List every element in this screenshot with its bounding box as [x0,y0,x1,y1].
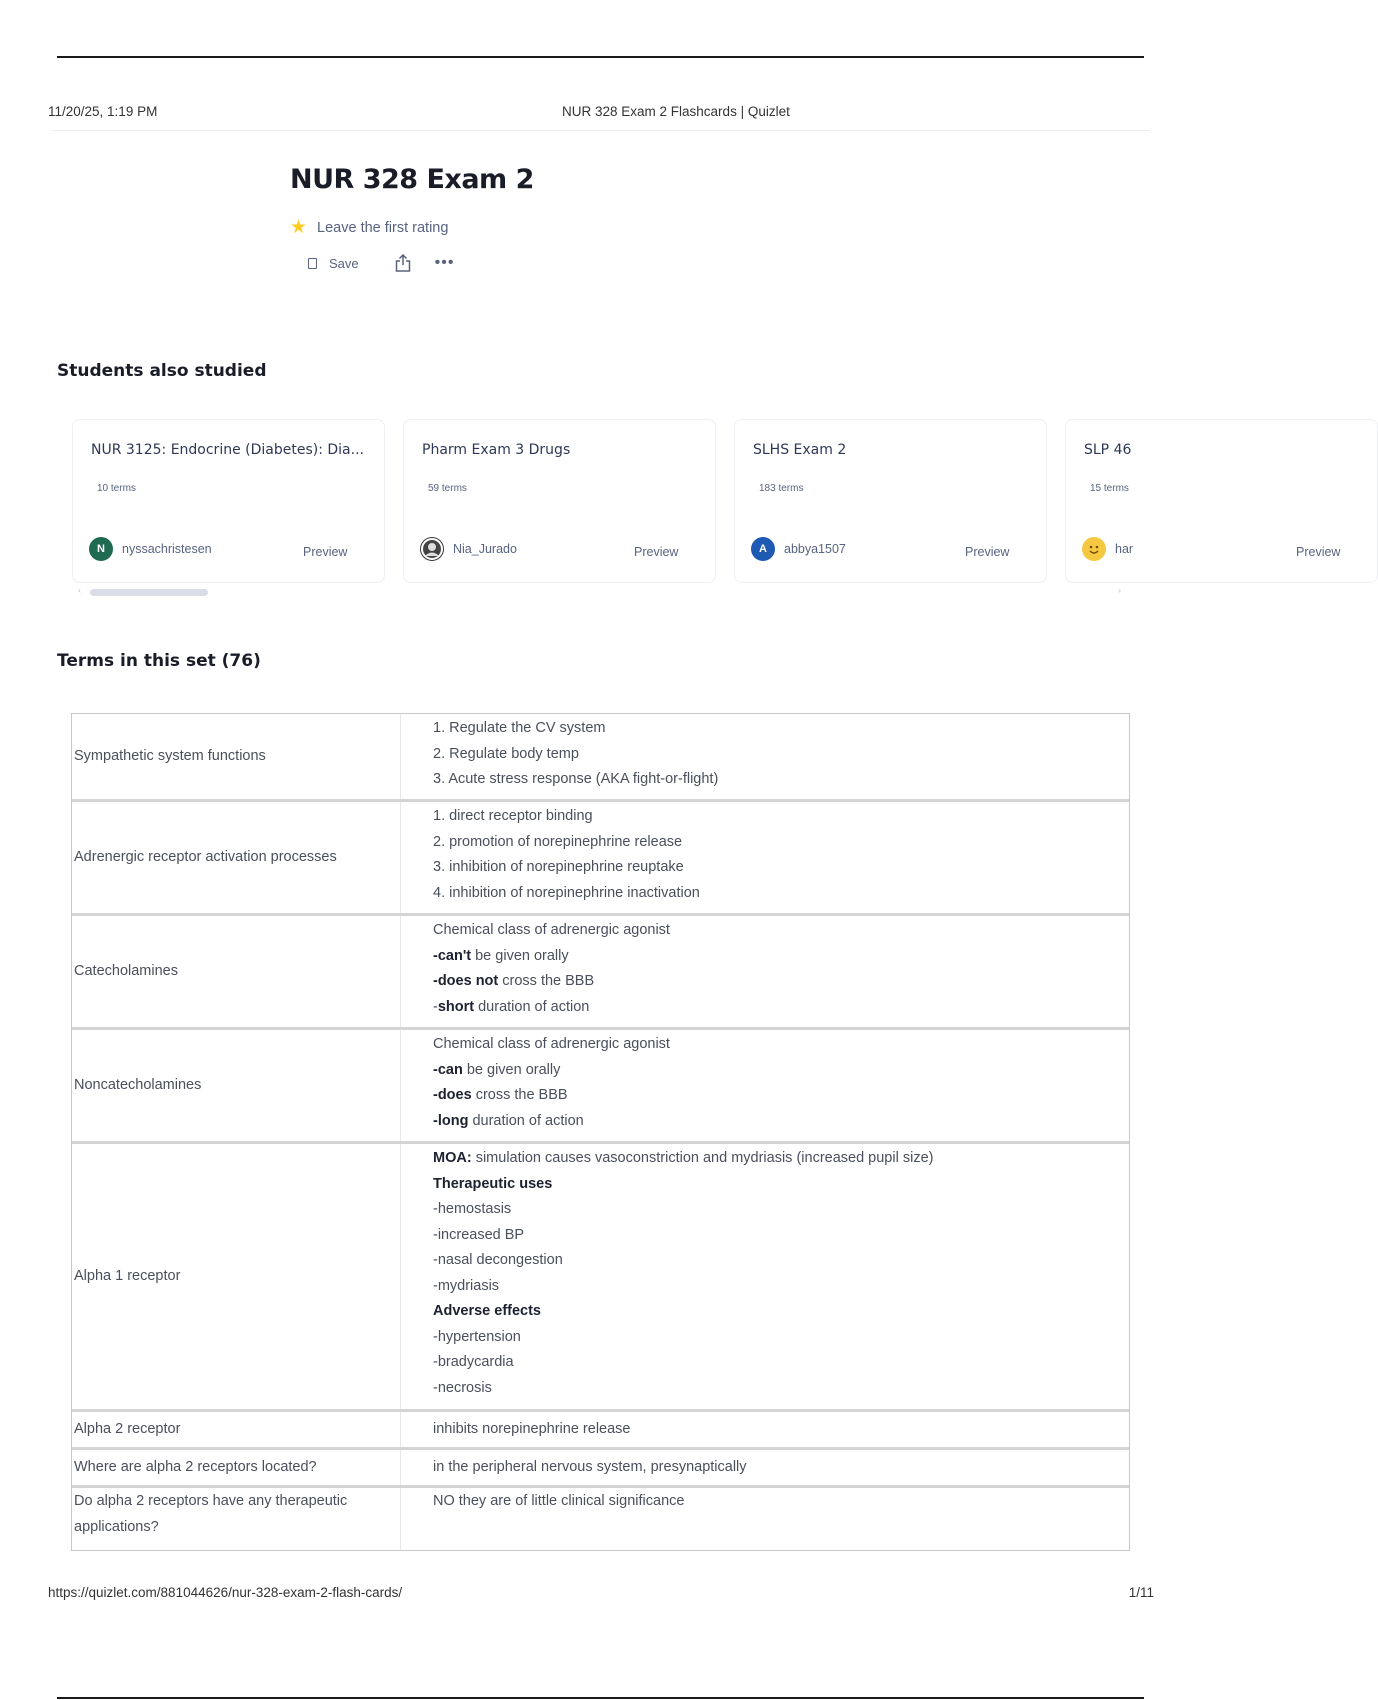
term-text: Noncatecholamines [72,1030,401,1141]
term-text: Do alpha 2 receptors have any therapeutic applications? [72,1488,401,1550]
card-username[interactable]: har [1115,542,1134,556]
set-header [290,164,534,271]
definition-line: MOA: simulation causes vasoconstriction and mydriasis (increased pupil size) [433,1150,934,1166]
card-term-count: 59 terms [428,483,467,494]
term-text: Catecholamines [72,916,401,1027]
definition-line: 3. Acute stress response (AKA fight-or-flight) [433,771,719,787]
preview-button[interactable]: Preview [1296,545,1341,559]
table-row [72,802,1129,916]
study-set-card[interactable] [72,419,385,583]
preview-button[interactable]: Preview [634,545,679,559]
definition-line: -long duration of action [433,1112,584,1129]
preview-button[interactable]: Preview [965,545,1010,559]
table-row [72,1030,1129,1144]
star-icon: ★ [290,217,308,238]
term-text: Alpha 2 receptor [72,1412,401,1447]
save-button[interactable]: Save [329,255,359,271]
share-icon[interactable] [395,254,411,272]
study-set-card[interactable] [1065,419,1378,583]
carousel-scrollbar[interactable] [90,589,208,596]
definition-line: -hypertension [433,1328,521,1345]
definition-line: 4. inhibition of norepinephrine inactivation [433,884,700,901]
definition-line: -mydriasis [433,1277,500,1294]
definition [401,1488,1129,1550]
avatar: A [751,537,775,561]
students-also-studied-carousel [72,419,1341,585]
set-actions [308,254,454,272]
definition-line: Adverse effects [433,1303,541,1319]
page-bottom-rule [57,1697,1144,1699]
user-photo-icon [422,539,442,559]
term-text: Sympathetic system functions [72,714,401,799]
definition-line: NO they are of little clinical significance [433,1493,685,1509]
more-options-icon[interactable]: ••• [434,254,455,271]
term-text: Adrenergic receptor activation processes [72,802,401,913]
table-row [72,714,1129,802]
rating-button[interactable] [290,216,448,239]
card-username[interactable]: nyssachristesen [122,542,212,556]
definition-line: Therapeutic uses [433,1175,553,1192]
table-row [72,1144,1129,1412]
avatar: N [89,537,113,561]
definition-line: 1. direct receptor binding [433,808,593,824]
page-top-rule [57,56,1144,58]
students-also-studied-heading: Students also studied [57,361,267,381]
avatar [1082,537,1106,561]
scroll-left-icon[interactable]: ‹ [78,585,81,595]
print-header-divider [52,130,1150,131]
terms-table [71,713,1130,1551]
definition-line: -hemostasis [433,1201,512,1217]
card-title: NUR 3125: Endocrine (Diabetes): Dia... [91,442,364,458]
definition-line: -increased BP [433,1226,525,1243]
card-term-count: 10 terms [97,483,136,494]
definition-line: -bradycardia [433,1354,514,1370]
definition-line: 3. inhibition of norepinephrine reuptake [433,859,684,875]
definition [401,1412,1129,1447]
card-title: SLP 46 [1084,442,1132,458]
definition [401,1144,1129,1409]
print-header [48,104,1152,124]
definition [401,714,1129,799]
definition [401,802,1129,913]
print-url: https://quizlet.com/881044626/nur-328-exam-2-flash-cards/ [48,1585,403,1600]
definition-line: 2. Regulate body temp [433,745,579,762]
rating-label: Leave the first rating [317,219,449,236]
card-username[interactable]: Nia_Jurado [453,542,517,556]
card-username[interactable]: abbya1507 [784,542,846,556]
print-datetime: 11/20/25, 1:19 PM [48,104,158,119]
definition-line: -does cross the BBB [433,1087,568,1103]
card-term-count: 183 terms [759,483,804,494]
definition-line: in the peripheral nervous system, presynaptically [433,1458,747,1475]
definition-line: inhibits norepinephrine release [433,1420,631,1437]
definition-line: -nasal decongestion [433,1252,563,1268]
definition-line: -short duration of action [433,998,590,1015]
avatar [420,537,444,561]
study-set-card[interactable] [734,419,1047,583]
page-number: 1/11 [1128,1585,1154,1600]
table-row [72,1450,1129,1488]
card-term-count: 15 terms [1090,483,1129,494]
definition-line: -can't be given orally [433,947,569,964]
preview-button[interactable]: Preview [303,545,348,559]
table-row [72,1412,1129,1450]
definition-line: -necrosis [433,1379,492,1396]
study-set-card[interactable] [403,419,716,583]
term-text: Where are alpha 2 receptors located? [72,1450,401,1485]
definition-line: Chemical class of adrenergic agonist [433,922,670,938]
terms-heading: Terms in this set (76) [57,651,261,671]
definition-line: -can be given orally [433,1061,561,1078]
definition-line: Chemical class of adrenergic agonist [433,1036,670,1052]
emoji-avatar-icon [1085,540,1103,558]
table-row [72,1488,1129,1550]
definition [401,916,1129,1027]
bookmark-icon[interactable] [308,258,317,269]
scroll-right-icon[interactable]: › [1118,585,1121,595]
card-title: Pharm Exam 3 Drugs [422,442,571,458]
set-title: NUR 328 Exam 2 [290,164,534,195]
definition-line: -does not cross the BBB [433,973,595,989]
term-text: Alpha 1 receptor [72,1144,401,1409]
card-title: SLHS Exam 2 [753,442,847,458]
definition [401,1030,1129,1141]
definition [401,1450,1129,1485]
print-page-title: NUR 328 Exam 2 Flashcards | Quizlet [562,104,790,119]
definition-line: 2. promotion of norepinephrine release [433,833,683,850]
definition-line: 1. Regulate the CV system [433,720,606,736]
table-row [72,916,1129,1030]
